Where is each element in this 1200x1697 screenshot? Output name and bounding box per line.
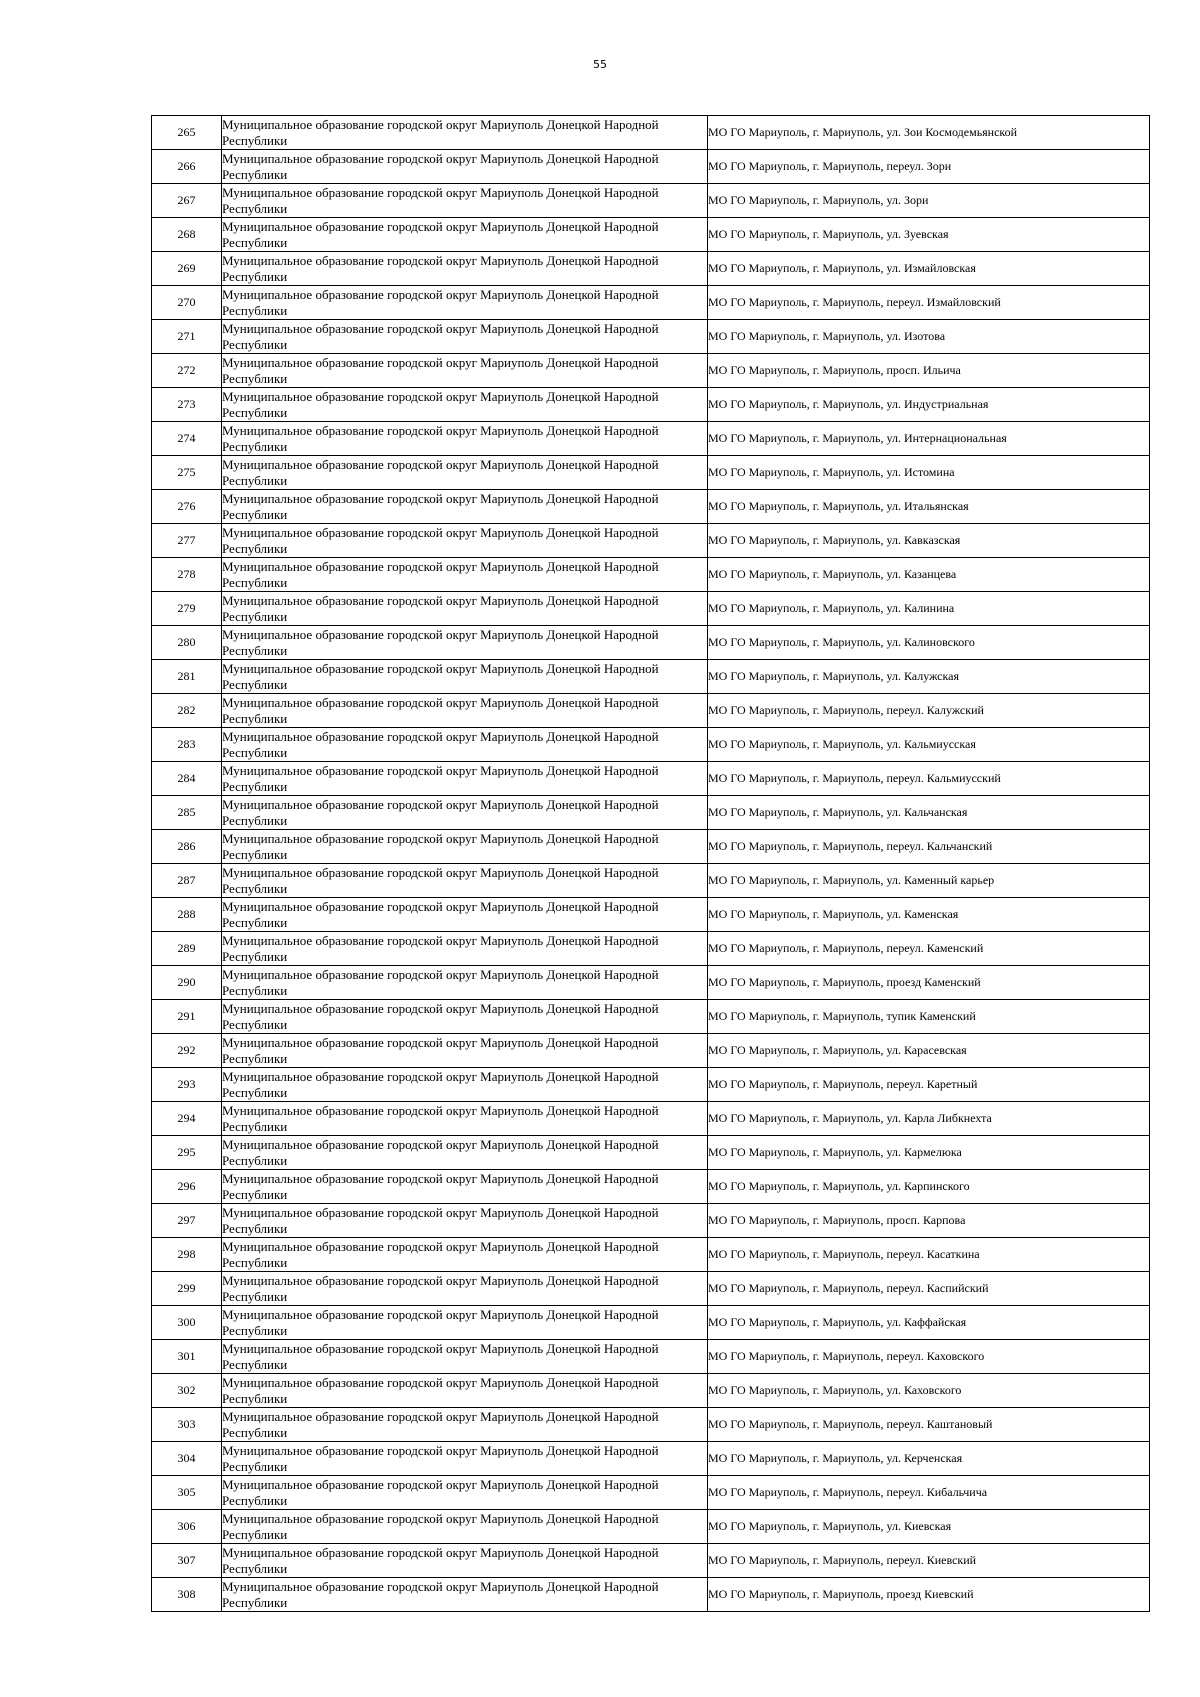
table-row (152, 150, 1150, 184)
row-number-cell: 276 (152, 490, 222, 524)
row-number-cell: 303 (152, 1408, 222, 1442)
table-row (152, 1102, 1150, 1136)
address-cell: МО ГО Мариуполь, г. Мариуполь, ул. Зои Космодемьянской (708, 116, 1150, 150)
address-cell: МО ГО Мариуполь, г. Мариуполь, проезд Киевский (708, 1578, 1150, 1612)
table-row (152, 1136, 1150, 1170)
row-number-cell: 301 (152, 1340, 222, 1374)
owner-name-cell: Муниципальное образование городской округ Мариуполь Донецкой Народной Республики (222, 762, 708, 796)
address-cell: МО ГО Мариуполь, г. Мариуполь, ул. Керченская (708, 1442, 1150, 1476)
row-number-cell: 306 (152, 1510, 222, 1544)
owner-name-cell: Муниципальное образование городской округ Мариуполь Донецкой Народной Республики (222, 1102, 708, 1136)
owner-name-cell: Муниципальное образование городской округ Мариуполь Донецкой Народной Республики (222, 626, 708, 660)
owner-name-cell: Муниципальное образование городской округ Мариуполь Донецкой Народной Республики (222, 898, 708, 932)
table-row (152, 1204, 1150, 1238)
table-row (152, 1340, 1150, 1374)
address-cell: МО ГО Мариуполь, г. Мариуполь, ул. Каменская (708, 898, 1150, 932)
row-number-cell: 282 (152, 694, 222, 728)
owner-name-cell: Муниципальное образование городской округ Мариуполь Донецкой Народной Республики (222, 286, 708, 320)
address-cell: МО ГО Мариуполь, г. Мариуполь, ул. Индустриальная (708, 388, 1150, 422)
registry-table (151, 115, 1150, 1612)
row-number-cell: 295 (152, 1136, 222, 1170)
row-number-cell: 286 (152, 830, 222, 864)
table-row (152, 320, 1150, 354)
address-cell: МО ГО Мариуполь, г. Мариуполь, ул. Каменный карьер (708, 864, 1150, 898)
table-row (152, 966, 1150, 1000)
row-number-cell: 281 (152, 660, 222, 694)
table-row (152, 1476, 1150, 1510)
owner-name-cell: Муниципальное образование городской округ Мариуполь Донецкой Народной Республики (222, 1034, 708, 1068)
table-row (152, 1442, 1150, 1476)
address-cell: МО ГО Мариуполь, г. Мариуполь, ул. Кавказская (708, 524, 1150, 558)
owner-name-cell: Муниципальное образование городской округ Мариуполь Донецкой Народной Республики (222, 864, 708, 898)
address-cell: МО ГО Мариуполь, г. Мариуполь, ул. Карпинского (708, 1170, 1150, 1204)
address-cell: МО ГО Мариуполь, г. Мариуполь, просп. Карпова (708, 1204, 1150, 1238)
address-cell: МО ГО Мариуполь, г. Мариуполь, ул. Карасевская (708, 1034, 1150, 1068)
address-cell: МО ГО Мариуполь, г. Мариуполь, переул. Кальмиусский (708, 762, 1150, 796)
address-cell: МО ГО Мариуполь, г. Мариуполь, ул. Истомина (708, 456, 1150, 490)
table-row (152, 864, 1150, 898)
owner-name-cell: Муниципальное образование городской округ Мариуполь Донецкой Народной Республики (222, 184, 708, 218)
owner-name-cell: Муниципальное образование городской округ Мариуполь Донецкой Народной Республики (222, 1000, 708, 1034)
registry-table-body (152, 116, 1150, 1612)
owner-name-cell: Муниципальное образование городской округ Мариуполь Донецкой Народной Республики (222, 1306, 708, 1340)
owner-name-cell: Муниципальное образование городской округ Мариуполь Донецкой Народной Республики (222, 1476, 708, 1510)
row-number-cell: 265 (152, 116, 222, 150)
owner-name-cell: Муниципальное образование городской округ Мариуполь Донецкой Народной Республики (222, 966, 708, 1000)
address-cell: МО ГО Мариуполь, г. Мариуполь, ул. Казанцева (708, 558, 1150, 592)
page-number: 55 (593, 58, 607, 71)
owner-name-cell: Муниципальное образование городской округ Мариуполь Донецкой Народной Республики (222, 1340, 708, 1374)
address-cell: МО ГО Мариуполь, г. Мариуполь, переул. Каховского (708, 1340, 1150, 1374)
row-number-cell: 270 (152, 286, 222, 320)
address-cell: МО ГО Мариуполь, г. Мариуполь, ул. Зори (708, 184, 1150, 218)
owner-name-cell: Муниципальное образование городской округ Мариуполь Донецкой Народной Республики (222, 354, 708, 388)
row-number-cell: 294 (152, 1102, 222, 1136)
table-row (152, 796, 1150, 830)
address-cell: МО ГО Мариуполь, г. Мариуполь, ул. Кальмиусская (708, 728, 1150, 762)
address-cell: МО ГО Мариуполь, г. Мариуполь, переул. Касаткина (708, 1238, 1150, 1272)
table-row (152, 218, 1150, 252)
row-number-cell: 279 (152, 592, 222, 626)
row-number-cell: 292 (152, 1034, 222, 1068)
owner-name-cell: Муниципальное образование городской округ Мариуполь Донецкой Народной Республики (222, 456, 708, 490)
address-cell: МО ГО Мариуполь, г. Мариуполь, переул. Измайловский (708, 286, 1150, 320)
owner-name-cell: Муниципальное образование городской округ Мариуполь Донецкой Народной Республики (222, 320, 708, 354)
table-row (152, 1272, 1150, 1306)
row-number-cell: 290 (152, 966, 222, 1000)
address-cell: МО ГО Мариуполь, г. Мариуполь, переул. Киевский (708, 1544, 1150, 1578)
row-number-cell: 293 (152, 1068, 222, 1102)
address-cell: МО ГО Мариуполь, г. Мариуполь, переул. Кибальчича (708, 1476, 1150, 1510)
row-number-cell: 288 (152, 898, 222, 932)
owner-name-cell: Муниципальное образование городской округ Мариуполь Донецкой Народной Республики (222, 1510, 708, 1544)
address-cell: МО ГО Мариуполь, г. Мариуполь, переул. Зори (708, 150, 1150, 184)
row-number-cell: 304 (152, 1442, 222, 1476)
table-row (152, 1068, 1150, 1102)
table-row (152, 762, 1150, 796)
row-number-cell: 289 (152, 932, 222, 966)
owner-name-cell: Муниципальное образование городской округ Мариуполь Донецкой Народной Республики (222, 252, 708, 286)
table-row (152, 1306, 1150, 1340)
address-cell: МО ГО Мариуполь, г. Мариуполь, переул. Кальчанский (708, 830, 1150, 864)
owner-name-cell: Муниципальное образование городской округ Мариуполь Донецкой Народной Республики (222, 660, 708, 694)
table-row (152, 1034, 1150, 1068)
row-number-cell: 280 (152, 626, 222, 660)
owner-name-cell: Муниципальное образование городской округ Мариуполь Донецкой Народной Республики (222, 1136, 708, 1170)
row-number-cell: 299 (152, 1272, 222, 1306)
table-row (152, 286, 1150, 320)
table-row (152, 932, 1150, 966)
row-number-cell: 300 (152, 1306, 222, 1340)
row-number-cell: 268 (152, 218, 222, 252)
address-cell: МО ГО Мариуполь, г. Мариуполь, ул. Кальчанская (708, 796, 1150, 830)
table-row (152, 422, 1150, 456)
row-number-cell: 287 (152, 864, 222, 898)
owner-name-cell: Муниципальное образование городской округ Мариуполь Донецкой Народной Республики (222, 1408, 708, 1442)
owner-name-cell: Муниципальное образование городской округ Мариуполь Донецкой Народной Республики (222, 1272, 708, 1306)
row-number-cell: 271 (152, 320, 222, 354)
address-cell: МО ГО Мариуполь, г. Мариуполь, ул. Итальянская (708, 490, 1150, 524)
table-row (152, 252, 1150, 286)
table-row (152, 694, 1150, 728)
table-row (152, 660, 1150, 694)
owner-name-cell: Муниципальное образование городской округ Мариуполь Донецкой Народной Республики (222, 830, 708, 864)
table-row (152, 1170, 1150, 1204)
table-row (152, 490, 1150, 524)
table-row (152, 626, 1150, 660)
owner-name-cell: Муниципальное образование городской округ Мариуполь Донецкой Народной Республики (222, 558, 708, 592)
table-row (152, 456, 1150, 490)
owner-name-cell: Муниципальное образование городской округ Мариуполь Донецкой Народной Республики (222, 1544, 708, 1578)
owner-name-cell: Муниципальное образование городской округ Мариуполь Донецкой Народной Республики (222, 490, 708, 524)
row-number-cell: 284 (152, 762, 222, 796)
row-number-cell: 275 (152, 456, 222, 490)
table-row (152, 728, 1150, 762)
row-number-cell: 302 (152, 1374, 222, 1408)
address-cell: МО ГО Мариуполь, г. Мариуполь, переул. Каретный (708, 1068, 1150, 1102)
row-number-cell: 269 (152, 252, 222, 286)
owner-name-cell: Муниципальное образование городской округ Мариуполь Донецкой Народной Республики (222, 1578, 708, 1612)
owner-name-cell: Муниципальное образование городской округ Мариуполь Донецкой Народной Республики (222, 388, 708, 422)
table-row (152, 592, 1150, 626)
owner-name-cell: Муниципальное образование городской округ Мариуполь Донецкой Народной Республики (222, 1204, 708, 1238)
row-number-cell: 296 (152, 1170, 222, 1204)
address-cell: МО ГО Мариуполь, г. Мариуполь, ул. Зуевская (708, 218, 1150, 252)
table-row (152, 558, 1150, 592)
table-row (152, 1238, 1150, 1272)
owner-name-cell: Муниципальное образование городской округ Мариуполь Донецкой Народной Республики (222, 1374, 708, 1408)
owner-name-cell: Муниципальное образование городской округ Мариуполь Донецкой Народной Республики (222, 1442, 708, 1476)
table-row (152, 524, 1150, 558)
address-cell: МО ГО Мариуполь, г. Мариуполь, переул. Каспийский (708, 1272, 1150, 1306)
row-number-cell: 277 (152, 524, 222, 558)
owner-name-cell: Муниципальное образование городской округ Мариуполь Донецкой Народной Республики (222, 728, 708, 762)
row-number-cell: 308 (152, 1578, 222, 1612)
row-number-cell: 273 (152, 388, 222, 422)
table-row (152, 1000, 1150, 1034)
address-cell: МО ГО Мариуполь, г. Мариуполь, ул. Калиновского (708, 626, 1150, 660)
address-cell: МО ГО Мариуполь, г. Мариуполь, ул. Киевская (708, 1510, 1150, 1544)
row-number-cell: 274 (152, 422, 222, 456)
row-number-cell: 285 (152, 796, 222, 830)
address-cell: МО ГО Мариуполь, г. Мариуполь, ул. Кармелюка (708, 1136, 1150, 1170)
address-cell: МО ГО Мариуполь, г. Мариуполь, переул. Каменский (708, 932, 1150, 966)
table-row (152, 116, 1150, 150)
row-number-cell: 291 (152, 1000, 222, 1034)
row-number-cell: 283 (152, 728, 222, 762)
owner-name-cell: Муниципальное образование городской округ Мариуполь Донецкой Народной Республики (222, 1238, 708, 1272)
address-cell: МО ГО Мариуполь, г. Мариуполь, ул. Каффайская (708, 1306, 1150, 1340)
owner-name-cell: Муниципальное образование городской округ Мариуполь Донецкой Народной Республики (222, 592, 708, 626)
table-row (152, 1578, 1150, 1612)
address-cell: МО ГО Мариуполь, г. Мариуполь, переул. Каштановый (708, 1408, 1150, 1442)
row-number-cell: 305 (152, 1476, 222, 1510)
table-row (152, 354, 1150, 388)
address-cell: МО ГО Мариуполь, г. Мариуполь, ул. Каховского (708, 1374, 1150, 1408)
owner-name-cell: Муниципальное образование городской округ Мариуполь Донецкой Народной Республики (222, 218, 708, 252)
owner-name-cell: Муниципальное образование городской округ Мариуполь Донецкой Народной Республики (222, 932, 708, 966)
owner-name-cell: Муниципальное образование городской округ Мариуполь Донецкой Народной Республики (222, 150, 708, 184)
address-cell: МО ГО Мариуполь, г. Мариуполь, ул. Измайловская (708, 252, 1150, 286)
owner-name-cell: Муниципальное образование городской округ Мариуполь Донецкой Народной Республики (222, 1068, 708, 1102)
address-cell: МО ГО Мариуполь, г. Мариуполь, ул. Интернациональная (708, 422, 1150, 456)
owner-name-cell: Муниципальное образование городской округ Мариуполь Донецкой Народной Республики (222, 524, 708, 558)
row-number-cell: 278 (152, 558, 222, 592)
address-cell: МО ГО Мариуполь, г. Мариуполь, ул. Калинина (708, 592, 1150, 626)
address-cell: МО ГО Мариуполь, г. Мариуполь, проезд Каменский (708, 966, 1150, 1000)
table-row (152, 898, 1150, 932)
table-row (152, 1510, 1150, 1544)
row-number-cell: 307 (152, 1544, 222, 1578)
owner-name-cell: Муниципальное образование городской округ Мариуполь Донецкой Народной Республики (222, 1170, 708, 1204)
address-cell: МО ГО Мариуполь, г. Мариуполь, переул. Калужский (708, 694, 1150, 728)
table-row (152, 388, 1150, 422)
row-number-cell: 272 (152, 354, 222, 388)
address-cell: МО ГО Мариуполь, г. Мариуполь, тупик Каменский (708, 1000, 1150, 1034)
owner-name-cell: Муниципальное образование городской округ Мариуполь Донецкой Народной Республики (222, 694, 708, 728)
row-number-cell: 297 (152, 1204, 222, 1238)
table-row (152, 830, 1150, 864)
owner-name-cell: Муниципальное образование городской округ Мариуполь Донецкой Народной Республики (222, 116, 708, 150)
address-cell: МО ГО Мариуполь, г. Мариуполь, просп. Ильича (708, 354, 1150, 388)
row-number-cell: 267 (152, 184, 222, 218)
address-cell: МО ГО Мариуполь, г. Мариуполь, ул. Карла Либкнехта (708, 1102, 1150, 1136)
row-number-cell: 298 (152, 1238, 222, 1272)
owner-name-cell: Муниципальное образование городской округ Мариуполь Донецкой Народной Республики (222, 422, 708, 456)
owner-name-cell: Муниципальное образование городской округ Мариуполь Донецкой Народной Республики (222, 796, 708, 830)
row-number-cell: 266 (152, 150, 222, 184)
table-row (152, 184, 1150, 218)
table-row (152, 1374, 1150, 1408)
table-row (152, 1544, 1150, 1578)
address-cell: МО ГО Мариуполь, г. Мариуполь, ул. Изотова (708, 320, 1150, 354)
address-cell: МО ГО Мариуполь, г. Мариуполь, ул. Калужская (708, 660, 1150, 694)
table-row (152, 1408, 1150, 1442)
